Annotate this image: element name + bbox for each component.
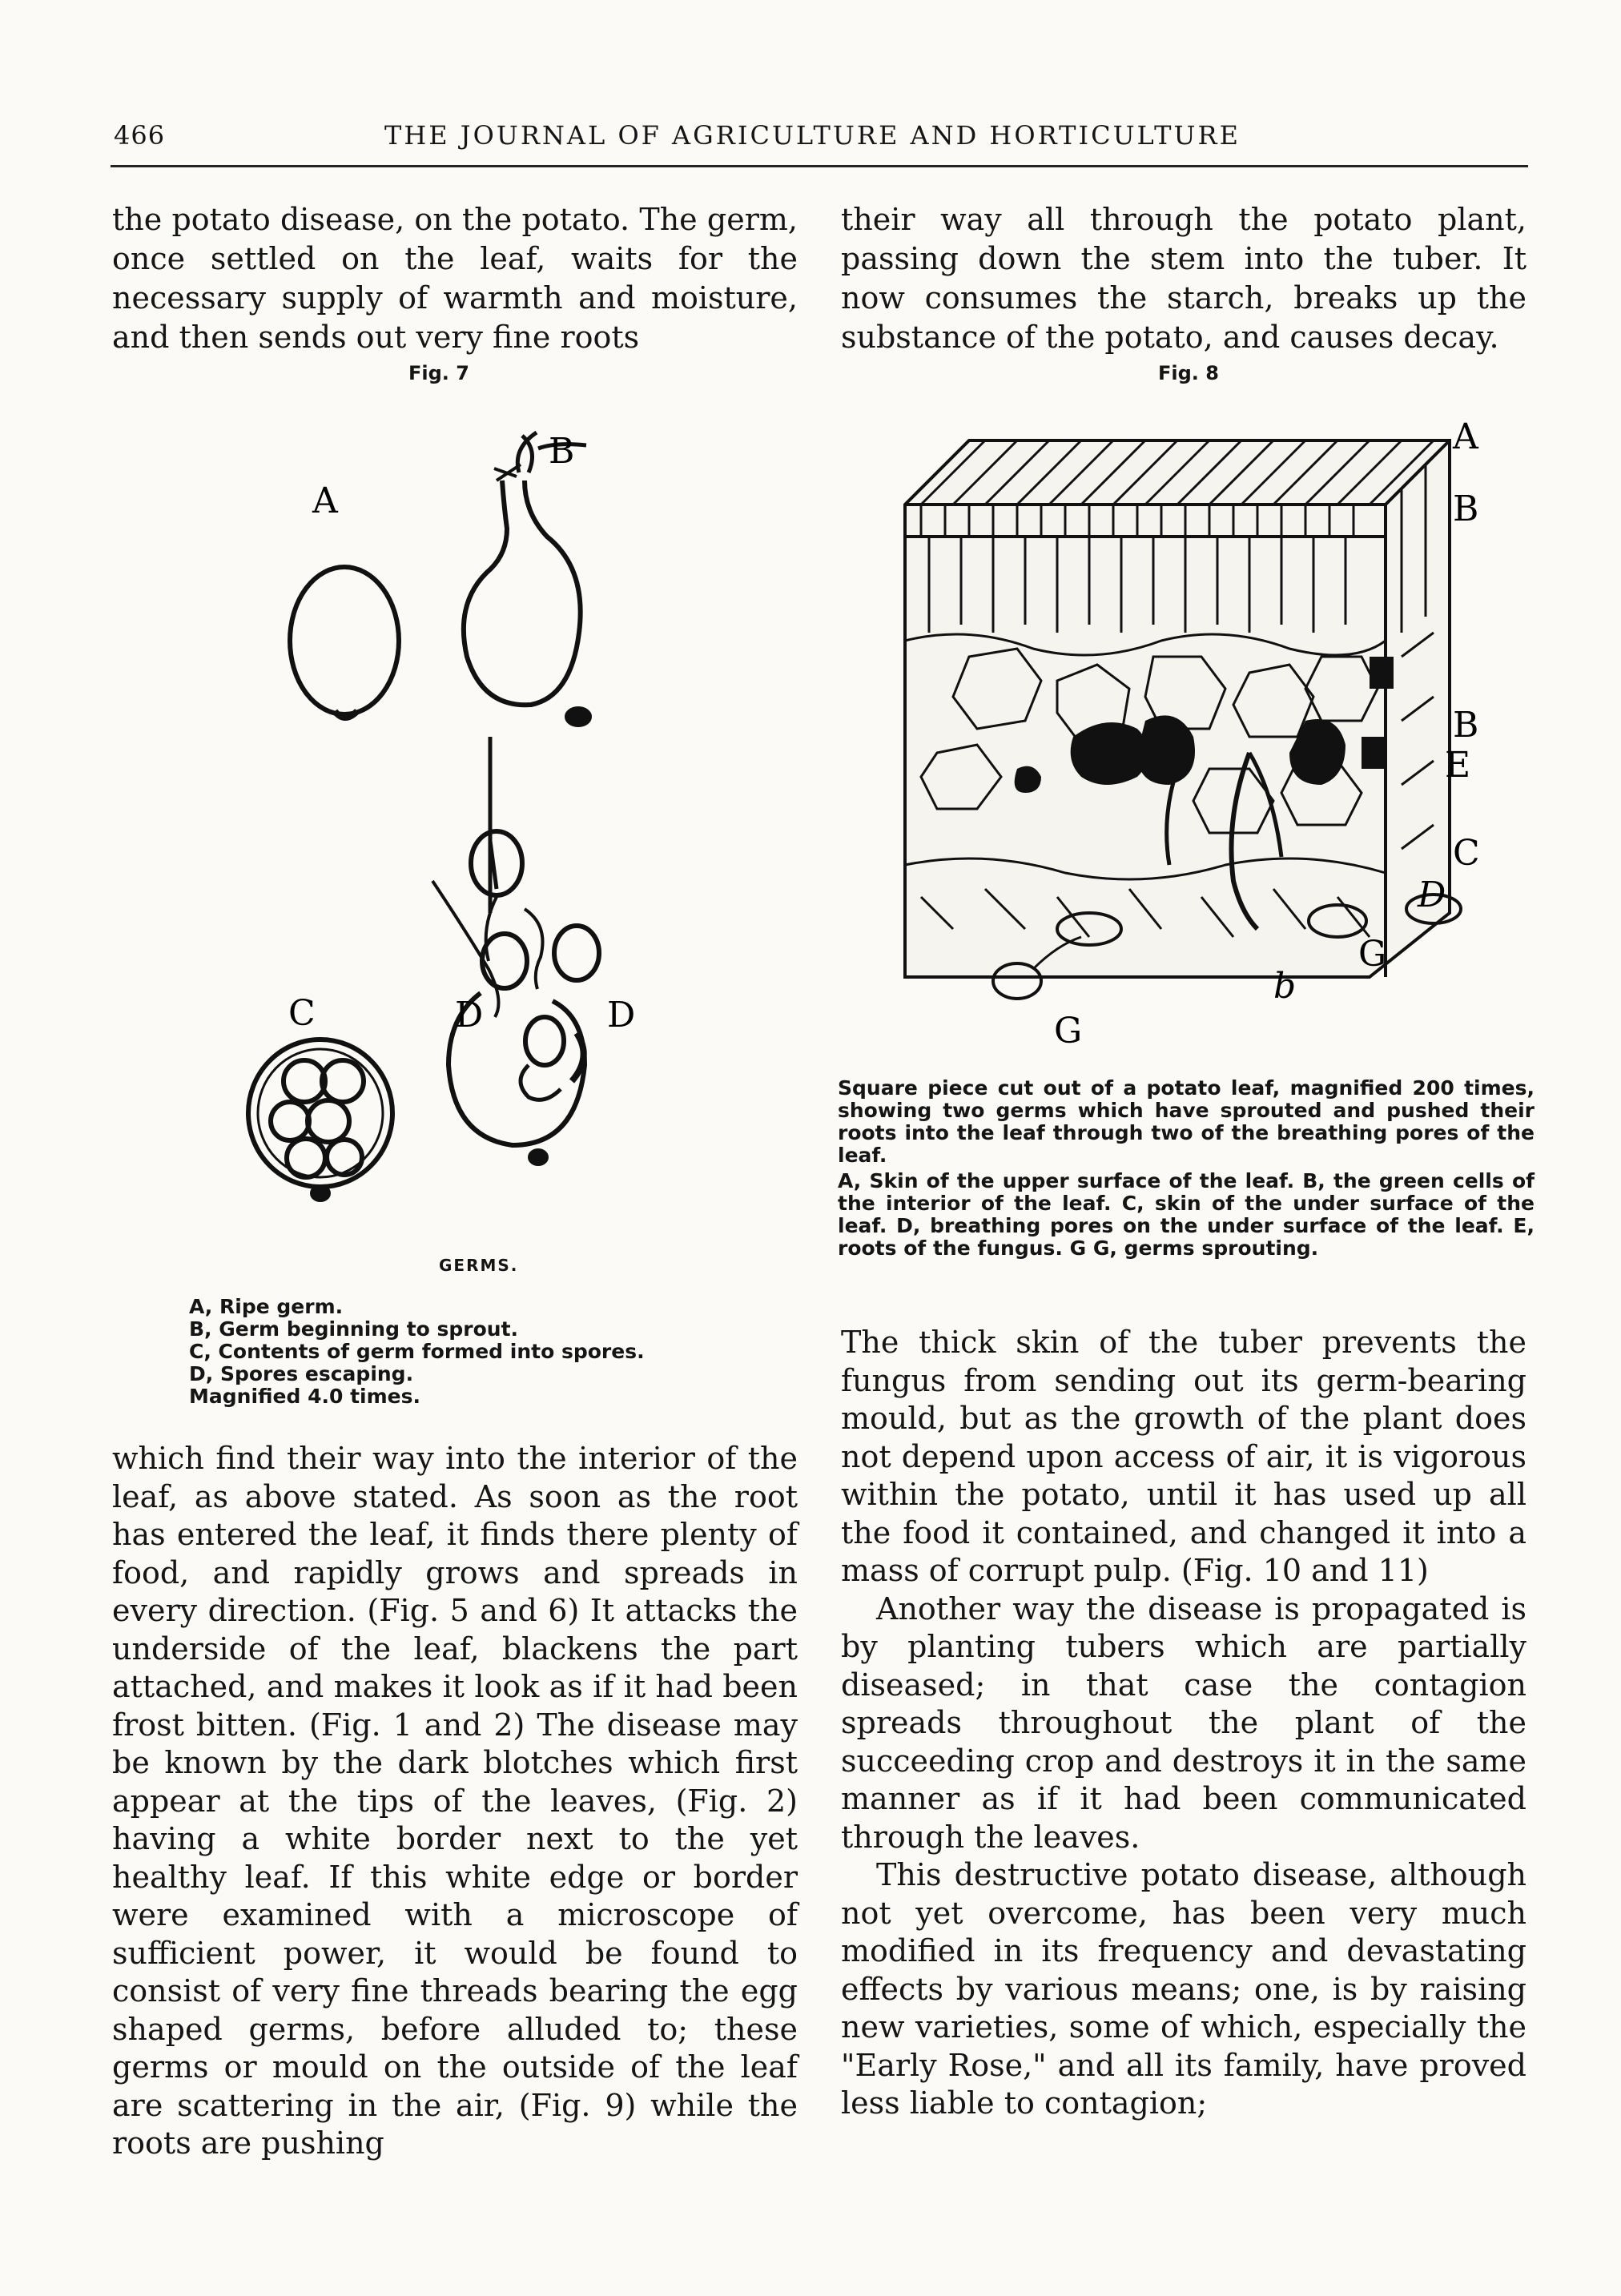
running-title: THE JOURNAL OF AGRICULTURE AND HORTICULTURE bbox=[384, 120, 1241, 151]
left-bottom-paragraph: which find their way into the interior of the leaf, as above stated. As soon as the root has entered the leaf, it finds there plenty of food, and rapidly grows and spreads in every direction. (Fig. 5 and 6) It attacks the underside of the leaf, blackens the part attached, and makes it look as if it had been frost bitten. (Fig. 1 and 2) The disease may be known by the dark blotches which first appear at the tips of the leaves, (Fig. 2) having a white border next to the yet healthy leaf. If this white edge or border were examined with a microscope of sufficient power, it would be found to consist of very fine threads bearing the egg shaped germs, before alluded to; these germs or mould on the outside of the leaf are scattering in the air, (Fig. 9) while the roots are pushing bbox=[112, 1441, 798, 2161]
fig7-label-a: A bbox=[312, 481, 338, 521]
fig8-caption-legend: A, Skin of the upper surface of the leaf. B, the green cells of the interior of the leaf. C, skin of the under surface of the leaf. D, breathing pores on the under surface of the leaf. E, roots of the fungus. G G, germs sprouting. bbox=[838, 1169, 1535, 1260]
germs-legend-item: D, Spores escaping. bbox=[189, 1362, 414, 1385]
fig8-label-g1: G bbox=[1358, 934, 1387, 975]
fig8-caption-main: Square piece cut out of a potato leaf, magnified 200 times, showing two germs which have sprouted and pushed their roots into the leaf through two of the breathing pores of the leaf. bbox=[838, 1076, 1535, 1167]
left-top-paragraph: the potato disease, on the potato. The germ, once settled on the leaf, waits for the necessary supply of warmth and moisture, and then sends out very fine roots bbox=[112, 202, 798, 355]
fig7-label-b: B bbox=[549, 431, 575, 472]
right-top-paragraph: their way all through the potato plant, passing down the stem into the tuber. It now consumes the starch, breaks up the substance of the potato, and causes decay. bbox=[841, 202, 1526, 355]
fig8-caption-block bbox=[838, 1077, 1535, 1260]
fig8-label-b3: b bbox=[1273, 966, 1297, 1007]
fig7-label-d2: D bbox=[607, 995, 636, 1035]
right-bottom-text bbox=[841, 1324, 1526, 2123]
fig7-label-d1: D bbox=[455, 995, 484, 1035]
fig8-label-d: D bbox=[1418, 875, 1446, 915]
fig8-label-b2: B bbox=[1453, 705, 1479, 746]
fig7-caption: Fig. 7 bbox=[408, 362, 469, 384]
germs-legend-item: C, Contents of germ formed into spores. bbox=[189, 1340, 645, 1363]
fig8-leaf-section-illustration bbox=[873, 416, 1514, 1049]
fig8-caption: Fig. 8 bbox=[1158, 362, 1219, 384]
fig7-germs-illustration bbox=[240, 400, 689, 1217]
paragraph-tuber-skin: The thick skin of the tuber prevents the fungus from sending out its germ-bearing mould, but as the growth of the plant does not depend upon access of air, it is vigorous within the potato, until it has used up all the food it contained, and changed it into a mass of corrupt pulp. (Fig. 10 and 11) bbox=[841, 1325, 1526, 1588]
fig8-label-c: C bbox=[1453, 833, 1480, 874]
fig8-label-g2: G bbox=[1054, 1011, 1083, 1049]
germs-legend-item: B, Germ beginning to sprout. bbox=[189, 1317, 519, 1341]
fig8-label-a: A bbox=[1453, 416, 1478, 457]
germs-legend bbox=[189, 1296, 750, 1408]
germs-legend-item: Magnified 4.0 times. bbox=[189, 1385, 420, 1408]
page-number: 466 bbox=[114, 120, 166, 151]
fig8-label-e: E bbox=[1445, 745, 1471, 786]
germs-title: GERMS. bbox=[439, 1256, 519, 1275]
fig8-label-b1: B bbox=[1453, 489, 1479, 529]
paragraph-varieties: This destructive potato disease, although not yet overcome, has been very much modified in its frequency and devastating effects by various means; one, is by raising new varieties, some of which, especially the "Early Rose," and all its family, have proved less liable to contagion; bbox=[841, 1857, 1526, 2121]
paragraph-propagation: Another way the disease is propagated is by planting tubers which are partially diseased; in that case the contagion spreads throughout the plant of the succeeding crop and destroys it in the same manner as if it had been communicated through the leaves. bbox=[841, 1590, 1526, 1855]
germs-legend-item: A, Ripe germ. bbox=[189, 1295, 344, 1318]
germ-a-shape bbox=[290, 567, 399, 714]
fig7-label-c: C bbox=[288, 993, 316, 1034]
header-rule bbox=[111, 165, 1528, 167]
